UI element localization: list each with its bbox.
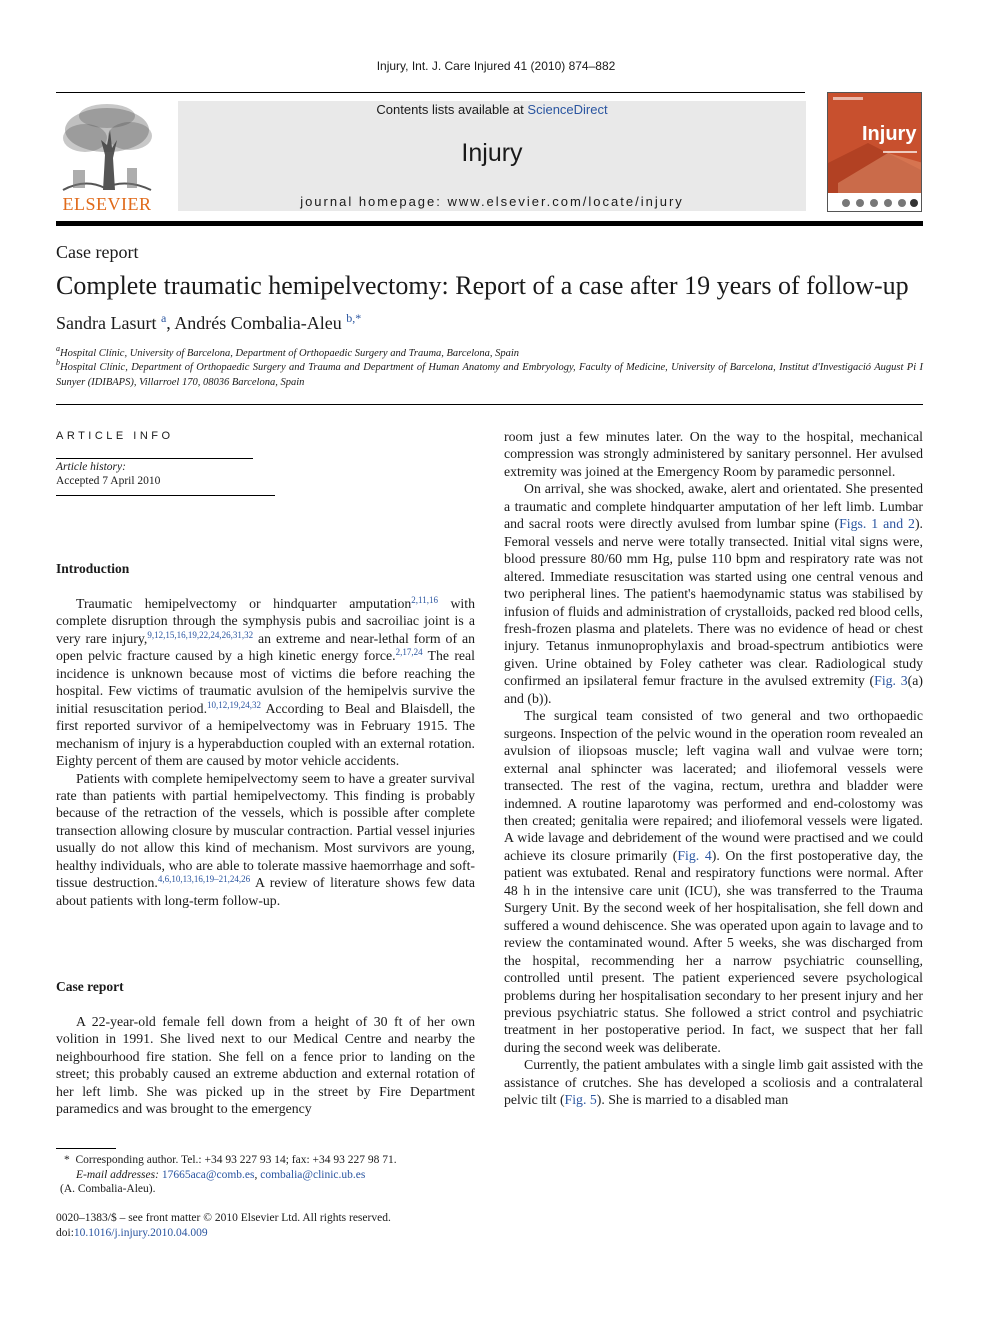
journal-citation: Injury, Int. J. Care Injured 41 (2010) 874–882 <box>376 59 616 73</box>
affiliation-label: b <box>56 358 60 367</box>
text-run: The surgical team consisted of two general and two orthopaedic surgeons. Inspection of the pelvic wound in the operation room revealed an avulsion of iliopsoas muscle; left vagina wall and vulvae were torn; external anal sphincter was lacerated; and iliofemoral vessels were transected. The rest of the vagina, rectum, urethra and bladder were indemned. A routine laparotomy was performed and end-colostomy was then created; genitalia were repaired; and iliofemoral vessels were ligated. A wide lavage and debridement of the wound were practised and we could achieve its closure primarily ( <box>504 708 923 863</box>
text-run: According to Beal and Blaisdell, the first reported survivor of a hemipelvectomy was in February 1915. The mechanism of injury is a hyperabduction coupled with an external rotation. Eighty percent of them are caused by motor vehicle accidents. <box>56 700 475 769</box>
article-info-heading: ARTICLE INFO <box>56 430 174 442</box>
text-run: The real incidence is unknown because most of victims die before reaching the hospital. Few victims of traumatic avulsion of the hemipelvis survive the initial resuscitation period. <box>56 648 476 716</box>
email-owner: (A. Combalia-Aleu). <box>60 1183 156 1195</box>
author-name: Andrés Combalia-Aleu <box>174 313 342 333</box>
contents-line <box>178 102 806 117</box>
author-name: Sandra Lasurt <box>56 313 157 333</box>
journal-homepage <box>178 194 806 209</box>
paragraph: A 22-year-old female fell down from a height of 30 ft of her own volition in 1991. She lived next to our Medical Centre and nearby the neighbourhood fire station. She fell on a fence prior to landing on the street; this probably caused an extreme abduction and external rotation of her left limb. She was picked up in the street by Fire Department paramedics and was brought to the emergency <box>56 1014 475 1117</box>
text-run: A review of literature shows few data about patients with long-term follow-up. <box>56 875 475 908</box>
email-separator: , <box>254 1168 261 1181</box>
issn-line: 0020–1383/$ – see front matter © 2010 Elsevier Ltd. All rights reserved. <box>56 1212 391 1224</box>
affiliation-rule <box>56 404 923 405</box>
paragraph: room just a few minutes later. On the way to the hospital, mechanical compression was strongly administered by sanitary personnel. Her avulsed extremity was joined at the Emergency Room by paramedic personnel. <box>504 429 923 479</box>
affiliation-b <box>56 360 923 390</box>
paragraph <box>56 595 475 770</box>
homepage-link[interactable]: www.elsevier.com/locate/injury <box>447 194 684 209</box>
footnote-rule <box>56 1148 116 1149</box>
section-heading-introduction: Introduction <box>56 561 130 576</box>
paragraph <box>504 480 923 707</box>
introduction-text <box>56 595 475 909</box>
article-info-rule <box>56 495 275 496</box>
paragraph <box>504 707 923 1056</box>
citation-ref[interactable]: 10,12,19,24,32 <box>207 699 262 710</box>
author-separator: , <box>166 313 175 333</box>
affiliation-text: Hospital Clínic, University of Barcelona, Department of Orthopaedic Surgery and Trauma, Barcelona, Spain <box>60 348 520 359</box>
header-thick-rule <box>56 221 923 226</box>
text-run: ). Femoral vessels and nerve were totally transected. Initial vital signs were, blood pressure 80/60 mm Hg, pulse 110 bpm and respiratory rate was not altered. Immediate resuscitation was started using one central venous and two peripheral lines. The patient's haemodynamic status was stabilised by infusion of fluids and administration of crystalloids, packed red blood cells, fresh-frozen plasma and platelets. There was no evidence of head or chest injury. Tetanus inmunoprophylaxis and broad-spectrum antibiotics were given. Urine obtained by Foley catheter was clear. Radiological study confirmed an ipsilateral femur fracture in the avulsed extremity ( <box>504 516 923 689</box>
text-run: (a) and (b)). <box>504 673 923 706</box>
figure-link[interactable]: Fig. 5 <box>564 1092 597 1108</box>
section-heading-case-report: Case report <box>56 979 124 994</box>
corresponding-author-note <box>56 1153 476 1168</box>
text-run: with complete disruption through the symphysis pubis and sacroiliac joint is a very rare injury, <box>56 596 475 646</box>
affiliation-text: Hospital Clínic, Department of Orthopaedic Surgery and Trauma and Department of Human Anatomy and Embryology, Faculty of Medicine, University of Barcelona, Institut d'Investigació August Pi I Sunyer (IDIBAPS), Villarroel 170, 08036 Barcelona, Spain <box>56 362 923 388</box>
footnotes <box>56 1153 476 1197</box>
doi-line <box>56 1226 391 1241</box>
text-run: ). She is married to a disabled man <box>596 1092 789 1108</box>
case-report-text <box>56 1013 475 1118</box>
text-run: an extreme and near-lethal form of an open pelvic fracture caused by a high kinetic energy force. <box>56 630 475 664</box>
homepage-prefix: journal homepage: <box>300 194 448 209</box>
copyright-block <box>56 1211 391 1241</box>
article-history-label: Article history: <box>56 461 126 473</box>
right-column-text <box>504 428 923 1109</box>
contents-prefix: Contents lists available at <box>376 102 528 117</box>
journal-cover-thumbnail[interactable] <box>827 92 922 212</box>
elsevier-logo[interactable] <box>55 100 159 212</box>
article-info-rule <box>56 458 253 459</box>
accepted-date: Accepted 7 April 2010 <box>56 475 161 487</box>
citation-ref[interactable]: 2,17,24 <box>395 647 423 658</box>
affiliation-a <box>56 346 923 361</box>
paragraph <box>56 770 475 910</box>
affiliation-label: a <box>56 344 60 353</box>
journal-name: Injury <box>461 139 523 167</box>
figure-link[interactable]: Figs. 1 and 2 <box>839 516 915 532</box>
email-label: E-mail addresses: <box>76 1168 159 1181</box>
figure-link[interactable]: Fig. 4 <box>677 847 712 863</box>
text-run: On arrival, she was shocked, awake, alert and orientated. She presented a traumatic and complete hindquarter amputation of her left limb. Lumbar and sacral roots were directly avulsed from lumbar spine ( <box>504 481 923 532</box>
text-run: Currently, the patient ambulates with a single limb gait assisted with the assistance of crutches. She has developed a scoliosis and a contralateral pelvic tilt ( <box>504 1057 923 1108</box>
article-type: Case report <box>56 242 139 262</box>
citation-ref[interactable]: 4,6,10,13,16,19–21,24,26 <box>157 874 251 885</box>
email-note <box>56 1168 476 1183</box>
citation-ref[interactable]: 9,12,15,16,19,22,24,26,31,32 <box>147 629 254 640</box>
citation-ref[interactable]: 2,11,16 <box>411 595 438 605</box>
author-list <box>56 313 361 334</box>
sciencedirect-link[interactable]: ScienceDirect <box>527 102 608 117</box>
paragraph <box>504 1056 923 1108</box>
header-rule <box>56 92 805 93</box>
elsevier-wordmark: ELSEVIER <box>62 194 152 214</box>
corresponding-author-text: Corresponding author. Tel.: +34 93 227 93 14; fax: +34 93 227 98 71. <box>75 1154 397 1166</box>
text-run: Patients with complete hemipelvectomy seem to have a greater survival rate than patients with partial hemipelvectomy. This finding is probably because of the retraction of the vessels, which is possible after complete transection allowing closure by muscular contraction. Partial vessel injuries usually do not allow this kind of mechanism. Most survivors are young, healthy individuals, who are able to tolerate massive haemorrhage and soft-tissue destruction. <box>56 770 475 891</box>
author-affiliation-mark[interactable]: a <box>160 311 167 325</box>
doi-link[interactable]: 10.1016/j.injury.2010.04.009 <box>73 1227 208 1239</box>
article-title: Complete traumatic hemipelvectomy: Report of a case after 19 years of follow-up <box>56 271 909 300</box>
email-link[interactable]: combalia@clinic.ub.es <box>260 1168 366 1181</box>
text-run: ). On the first postoperative day, the patient was extubated. Renal and respiratory functions were normal. After 48 h in the intensive care unit (ICU), she was transferred to the Trauma Surgery Unit. By the second week of her hospitalisation, she fell down and suffered a wound dehiscence. She was operated upon again to lavage and to review the contaminated wound. After 5 weeks, she was discharged from the hospital, recommending her a narrow psychiatric counselling, controlled until present. The patient experienced severe psychological problems during her hospitalisation secondary to her present injury and her previous psychiatric status. She followed a strict control and psychiatric treatment in her postoperative period. In fact, we suspect that her fall during the second week was deliberate. <box>504 847 923 1055</box>
cover-art-icon <box>828 93 922 212</box>
author-affiliation-mark[interactable]: b,* <box>346 311 362 325</box>
cover-title: Injury <box>862 123 917 145</box>
footnote-mark: * <box>64 1154 70 1166</box>
doi-label: doi: <box>56 1227 74 1239</box>
text-run: Traumatic hemipelvectomy or hindquarter amputation <box>76 596 412 611</box>
email-link[interactable]: 17665aca@comb.es <box>161 1168 255 1181</box>
figure-link[interactable]: Fig. 3 <box>874 673 908 689</box>
